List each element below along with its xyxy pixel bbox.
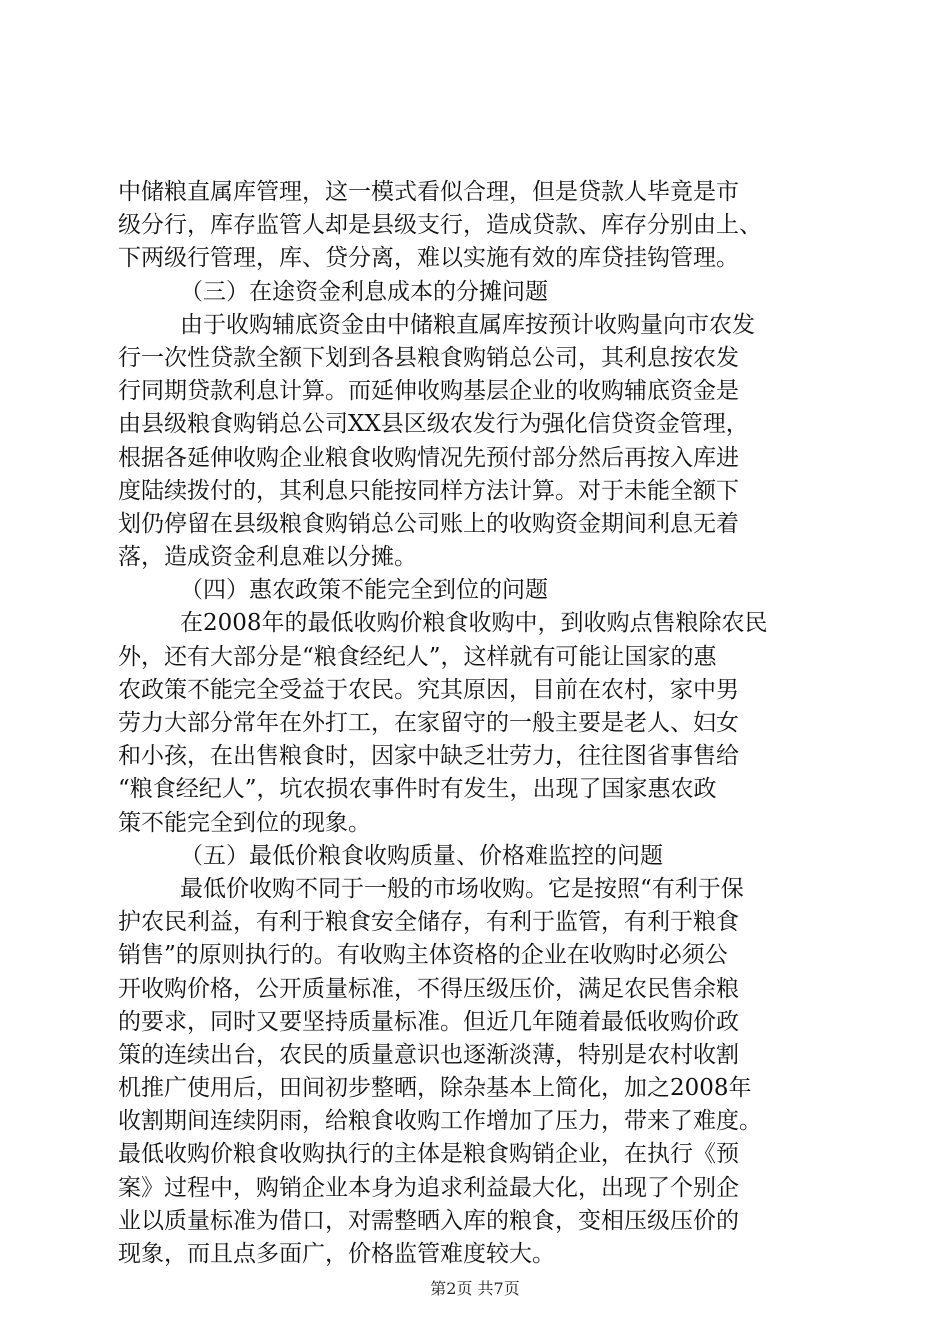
section-heading: （五）最低价粮食收购质量、价格难监控的问题 [180,842,663,869]
text-line: 度陆续拨付的，其利息只能按同样方法计算。对于未能全额下 [118,477,739,504]
text-line: 现象，而且点多面广，价格监管难度较大。 [118,1241,555,1267]
page-footer: 第2页 共7页 [430,1279,520,1298]
text-line: 行同期贷款利息计算。而延伸收购基层企业的收购辅底资金是 [118,378,739,405]
text-line: 销售”的原则执行的。有收购主体资格的企业在收购时必须公 [118,942,728,969]
text-line: 外，还有大部分是“粮食经纪人”，这样就有可能让国家的惠 [118,643,717,670]
text-line: 策的连续出台，农民的质量意识也逐渐淡薄，特别是农村收割 [118,1041,739,1068]
section-heading: （四）惠农政策不能完全到位的问题 [180,577,548,604]
text-line: 根据各延伸收购企业粮食收购情况先预付部分然后再按入库进 [118,444,739,471]
text-line: 下两级行管理，库、贷分离，难以实施有效的库贷挂钩管理。 [118,245,739,272]
section-heading: （三）在途资金利息成本的分摊问题 [180,278,548,305]
text-line: 划仍停留在县级粮食购销总公司账上的收购资金期间利息无着 [118,510,739,537]
text-line: 劳力大部分常年在外打工，在家留守的一般主要是老人、妇女 [118,710,739,736]
text-line: 策不能完全到位的现象。 [118,809,371,836]
text-line: 行一次性贷款全额下划到各县粮食购销总公司，其利息按农发 [118,344,739,371]
text-line: 最低价收购不同于一般的市场收购。它是按照“有利于保 [180,875,744,902]
text-line: 由于收购辅底资金由中储粮直属库按预计收购量向市农发 [180,311,755,338]
text-line: 开收购价格，公开质量标准，不得压级压价，满足农民售余粮 [118,975,739,1002]
text-line: 中储粮直属库管理，这一模式看似合理，但是贷款人毕竟是市 [118,179,739,205]
text-line: 业以质量标准为借口，对需整晒入库的粮食，变相压级压价的 [118,1207,739,1234]
text-line: 和小孩，在出售粮食时，因家中缺乏壮劳力，往往图省事售给 [118,743,739,770]
text-line: 护农民利益，有利于粮食安全储存，有利于监管，有利于粮食 [118,909,739,936]
text-line: 收割期间连续阴雨，给粮食收购工作增加了压力，带来了难度。 [118,1108,762,1135]
text-line: 机推广使用后，田间初步整晒，除杂基本上简化，加之2008年 [118,1075,752,1102]
document-body [118,176,838,1271]
text-line: 最低收购价粮食收购执行的主体是粮食购销企业，在执行《预 [118,1141,739,1168]
text-line: 农政策不能完全受益于农民。究其原因，目前在农村，家中男 [118,676,739,703]
text-line: 级分行，库存监管人却是县级支行，造成贷款、库存分别由上、 [118,212,762,239]
text-line: 案》过程中，购销企业本身为追求利益最大化，出现了个别企 [118,1174,739,1201]
text-line: 由县级粮食购销总公司XX县区级农发行为强化信贷资金管理， [118,411,749,438]
text-line: 的要求，同时又要坚持质量标准。但近几年随着最低收购价政 [118,1008,739,1035]
text-line: “粮食经纪人”，坑农损农事件时有发生，出现了国家惠农政 [118,776,717,803]
text-line: 在2008年的最低收购价粮食收购中，到收购点售粮除农民 [180,610,768,637]
text-line: 落，造成资金利息难以分摊。 [118,544,417,571]
